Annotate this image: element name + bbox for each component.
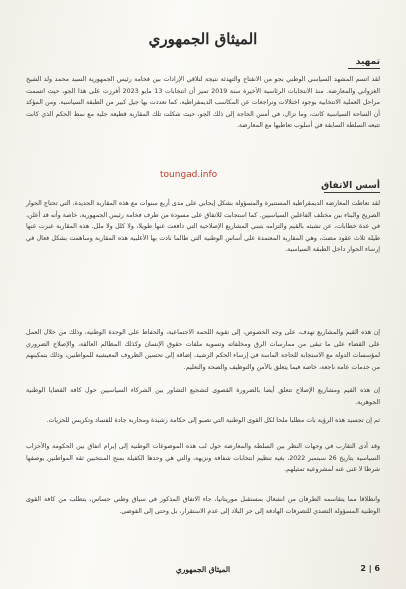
section-heading-foundations	[321, 181, 380, 191]
paragraph-1: لقد اتسم المشهد السياسي الوطني بجو من الانفتاح والتهدئة نتيجة لتلاقي الإرادات بين فخامة رئيس الجمهورية السيد محمد ولد الشيخ الغزواني والمعارضة. منذ الانتخابات الرئاسية الأخيرة سنة 2019 تميز أن انتخابات 13 مايو 2023 أفرزت على هذا الجو، حيث اتسمت مراحل العملية الانتخابية بوجود اختلالات وتراجعات عن المكاسب الديمقراطية، كما تعددت بها جيل كبير من الطبقة السياسية. ومن المؤكد أن الساحة السياسية كانت، وما تزال، في أمس الحاجة إلى ذلك الجو، حيث شكلت تلك المقاربة قطيعة جلية مع نمط الحكم الذي كانت تتبعه السلطة السابقة في أسلوب تعاطيها مع المعارضة.	[26, 76, 380, 130]
document-title: الميثاق الجمهوري	[148, 30, 258, 48]
page-number: 2 | 6	[360, 564, 380, 573]
paragraph-3: إن هذه القيم والمشاريع تهدف، على وجه الخصوص، إلى تقوية اللحمة الاجتماعية، والحفاظ على الوحدة الوطنية، وذلك من خلال العمل على القضاء على ما تبقى من ممارسات الرق ومخلفاته وتسوية ملفات حقوق الإنسان وكذلك المظالم العالقة، والإصلاح الضروري لمؤسسات الدولة مع الاستجابة للحاجة الماسة في إرساء الحكم الرشيد، إضافة إلى تحسين الظروف المعيشية للمواطنين، وذلك بتمكينهم من خدمات عامة ناجعة، خاصة فيما يتعلق بالأمن والتوظيف والصحة والتعليم.	[26, 329, 380, 371]
paragraph-6: وقد أدى التقارب في وجهات النظر بين السلطة والمعارضة حول لب هذه الموضوعات الوطنية إلى إبرام اتفاق بين الحكومة والأحزاب السياسية بتاريخ 26 سبتمبر 2022، بغية تنظيم انتخابات شفافة ونزيهة، والتي هي وحدها الكفيلة بمنح المنتخبين ثقة المواطنين بوصفها شرطا لا غنى عنه لمشروعية تمثيلهم.	[26, 443, 380, 474]
paragraph-5: ثم إن تجسيد هذه الرؤية بات مطلبا ملحا لكل القوى الوطنية التي تصبو إلى حكامة رشيدة ومحاربة جادة للفساد وتكريس للحريات.	[46, 417, 380, 424]
heading-underline	[348, 68, 380, 69]
section-heading-text: أسس الاتفاق	[321, 181, 380, 191]
paragraph-7: وانطلاقا مما يتقاسمه الطرفان من انشغال بمستقبل موريتانيا، جاء الاتفاق المذكور في سياق وطني حساس، يتطلب من كافة القوى الوطنية المسؤولة التصدي للتصرفات الهادفة إلى جر البلاد إلى عدم الاستقرار، بل وحتى إلى الفوضى.	[26, 496, 380, 515]
watermark-text: toungad.info	[160, 170, 218, 180]
heading-underline	[324, 192, 380, 193]
footer-title: الميثاق الجمهوري	[175, 565, 231, 574]
paragraph-4: إن هذه القيم ومشاريع الإصلاح تتعلق أيضا بالضرورة القصوى لتشجيع التشاور بين الشركاء السياسيين حول كافة القضايا الوطنية الجوهرية.	[26, 387, 380, 406]
section-heading-preamble	[356, 57, 380, 67]
paragraph-2: لقد تعاطت المعارضة الديمقراطية المستنيرة والمسؤولة بشكل إيجابي على مدى أربع سنوات مع هذه المقاربة الجديدة، التي تحتاج الحوار الصريح والبناء بين مختلف الفاعلين السياسيين. كما استجابت للاتفاق على مسودة من طرف فخامة رئيس الجمهورية، خاصة وأنه قد أعلن، في عدة خطابات، عن تشبثه بالقيم والتزامه بتبني المشاريع الإصلاحية التي دافعت عنها طويلا، ولا كلل ولا ملل. هذه المقاربة عبرت عنها طيلة ثلاث عقود مضت، وهي المقاربة المعتمدة على أساس الوطنية التي طالما نادت بها الأغلبية هذه المقاربة وساهمت بشكل فعال في إرساء الحوار داخل الطبقة السياسية.	[26, 200, 380, 254]
section-heading-text: تمهيد	[355, 57, 380, 67]
